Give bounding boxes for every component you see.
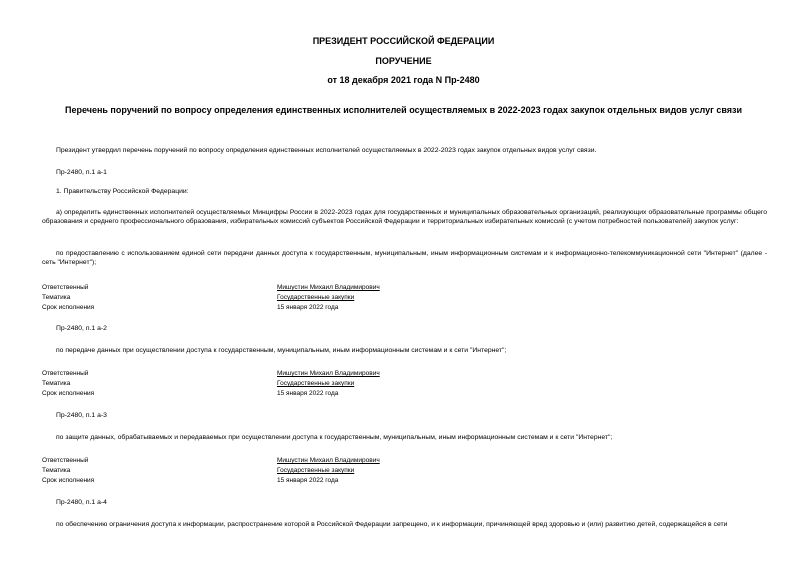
topic-link[interactable]: Государственные закупки	[277, 467, 355, 474]
topic-label: Тематика	[42, 467, 71, 474]
deadline-label: Срок исполнения	[42, 477, 95, 484]
deadline-label: Срок исполнения	[42, 390, 95, 397]
topic-link[interactable]: Государственные закупки	[277, 380, 355, 387]
issuer-heading: ПРЕЗИДЕНТ РОССИЙСКОЙ ФЕДЕРАЦИИ	[312, 36, 495, 46]
topic-label: Тематика	[42, 294, 71, 301]
deadline-label: Срок исполнения	[42, 304, 95, 311]
item-text-2: по передаче данных при осуществлении доступа к государственным, муниципальным, иным информационным системам и к сети "Интернет";	[56, 347, 507, 354]
paragraph-a: а) определить единственных исполнителей осуществляемых Минцифры России в 2022-2023 годах для государственных и муниципальных образовательных организаций, реализующих образовательные программы общего образования и среднего профессионального образования, избирательных комиссий субъектов Российской Федерации и территориальных избирательных комиссий (с учетом потребностей пользователей) закупок услуг:	[42, 209, 767, 226]
item-text-3: по защите данных, обрабатываемых и передаваемых при осуществлении доступа к государственным, муниципальным, иным информационным системам и к сети "Интернет";	[56, 434, 613, 441]
item-code-2: Пр-2480, п.1 а-2	[56, 325, 107, 332]
topic-label: Тематика	[42, 380, 71, 387]
item-text-4: по обеспечению ограничения доступа к информации, распространение которой в Российской Федерации запрещено, и к информации, причиняющей вред здоровью и (или) развитию детей, содержащейся в сети	[56, 521, 728, 528]
document-type-heading: ПОРУЧЕНИЕ	[375, 56, 432, 66]
item-code-4: Пр-2480, п.1 а-4	[56, 499, 107, 506]
deadline-value: 15 января 2022 года	[277, 390, 339, 397]
responsible-link[interactable]: Мишустин Михаил Владимирович	[277, 370, 380, 377]
item-code-3: Пр-2480, п.1 а-3	[56, 412, 107, 419]
responsible-label: Ответственный	[42, 284, 89, 291]
date-number-heading: от 18 декабря 2021 года N Пр-2480	[327, 75, 480, 85]
topic-link[interactable]: Государственные закупки	[277, 294, 355, 301]
item-text-1: по предоставлению с использованием единой сети передачи данных доступа к государственным, муниципальным, иным информационным системам и к информационно-телекоммуникационной сети "Интернет" (далее - сеть "Интернет");	[42, 250, 767, 267]
section-heading-1: 1. Правительству Российской Федерации:	[56, 188, 189, 195]
deadline-value: 15 января 2022 года	[277, 304, 339, 311]
item-code-1: Пр-2480, п.1 а-1	[56, 169, 107, 176]
responsible-label: Ответственный	[42, 457, 89, 464]
responsible-label: Ответственный	[42, 370, 89, 377]
responsible-link[interactable]: Мишустин Михаил Владимирович	[277, 457, 380, 464]
document-title: Перечень поручений по вопросу определения единственных исполнителей осуществляемых в 2022-2023 годах закупок отдельных видов услуг связи	[64, 105, 743, 115]
deadline-value: 15 января 2022 года	[277, 477, 339, 484]
responsible-link[interactable]: Мишустин Михаил Владимирович	[277, 284, 380, 291]
intro-paragraph: Президент утвердил перечень поручений по вопросу определения единственных исполнителей осуществляемых в 2022-2023 годах закупок отдельных видов услуг связи.	[56, 147, 597, 154]
